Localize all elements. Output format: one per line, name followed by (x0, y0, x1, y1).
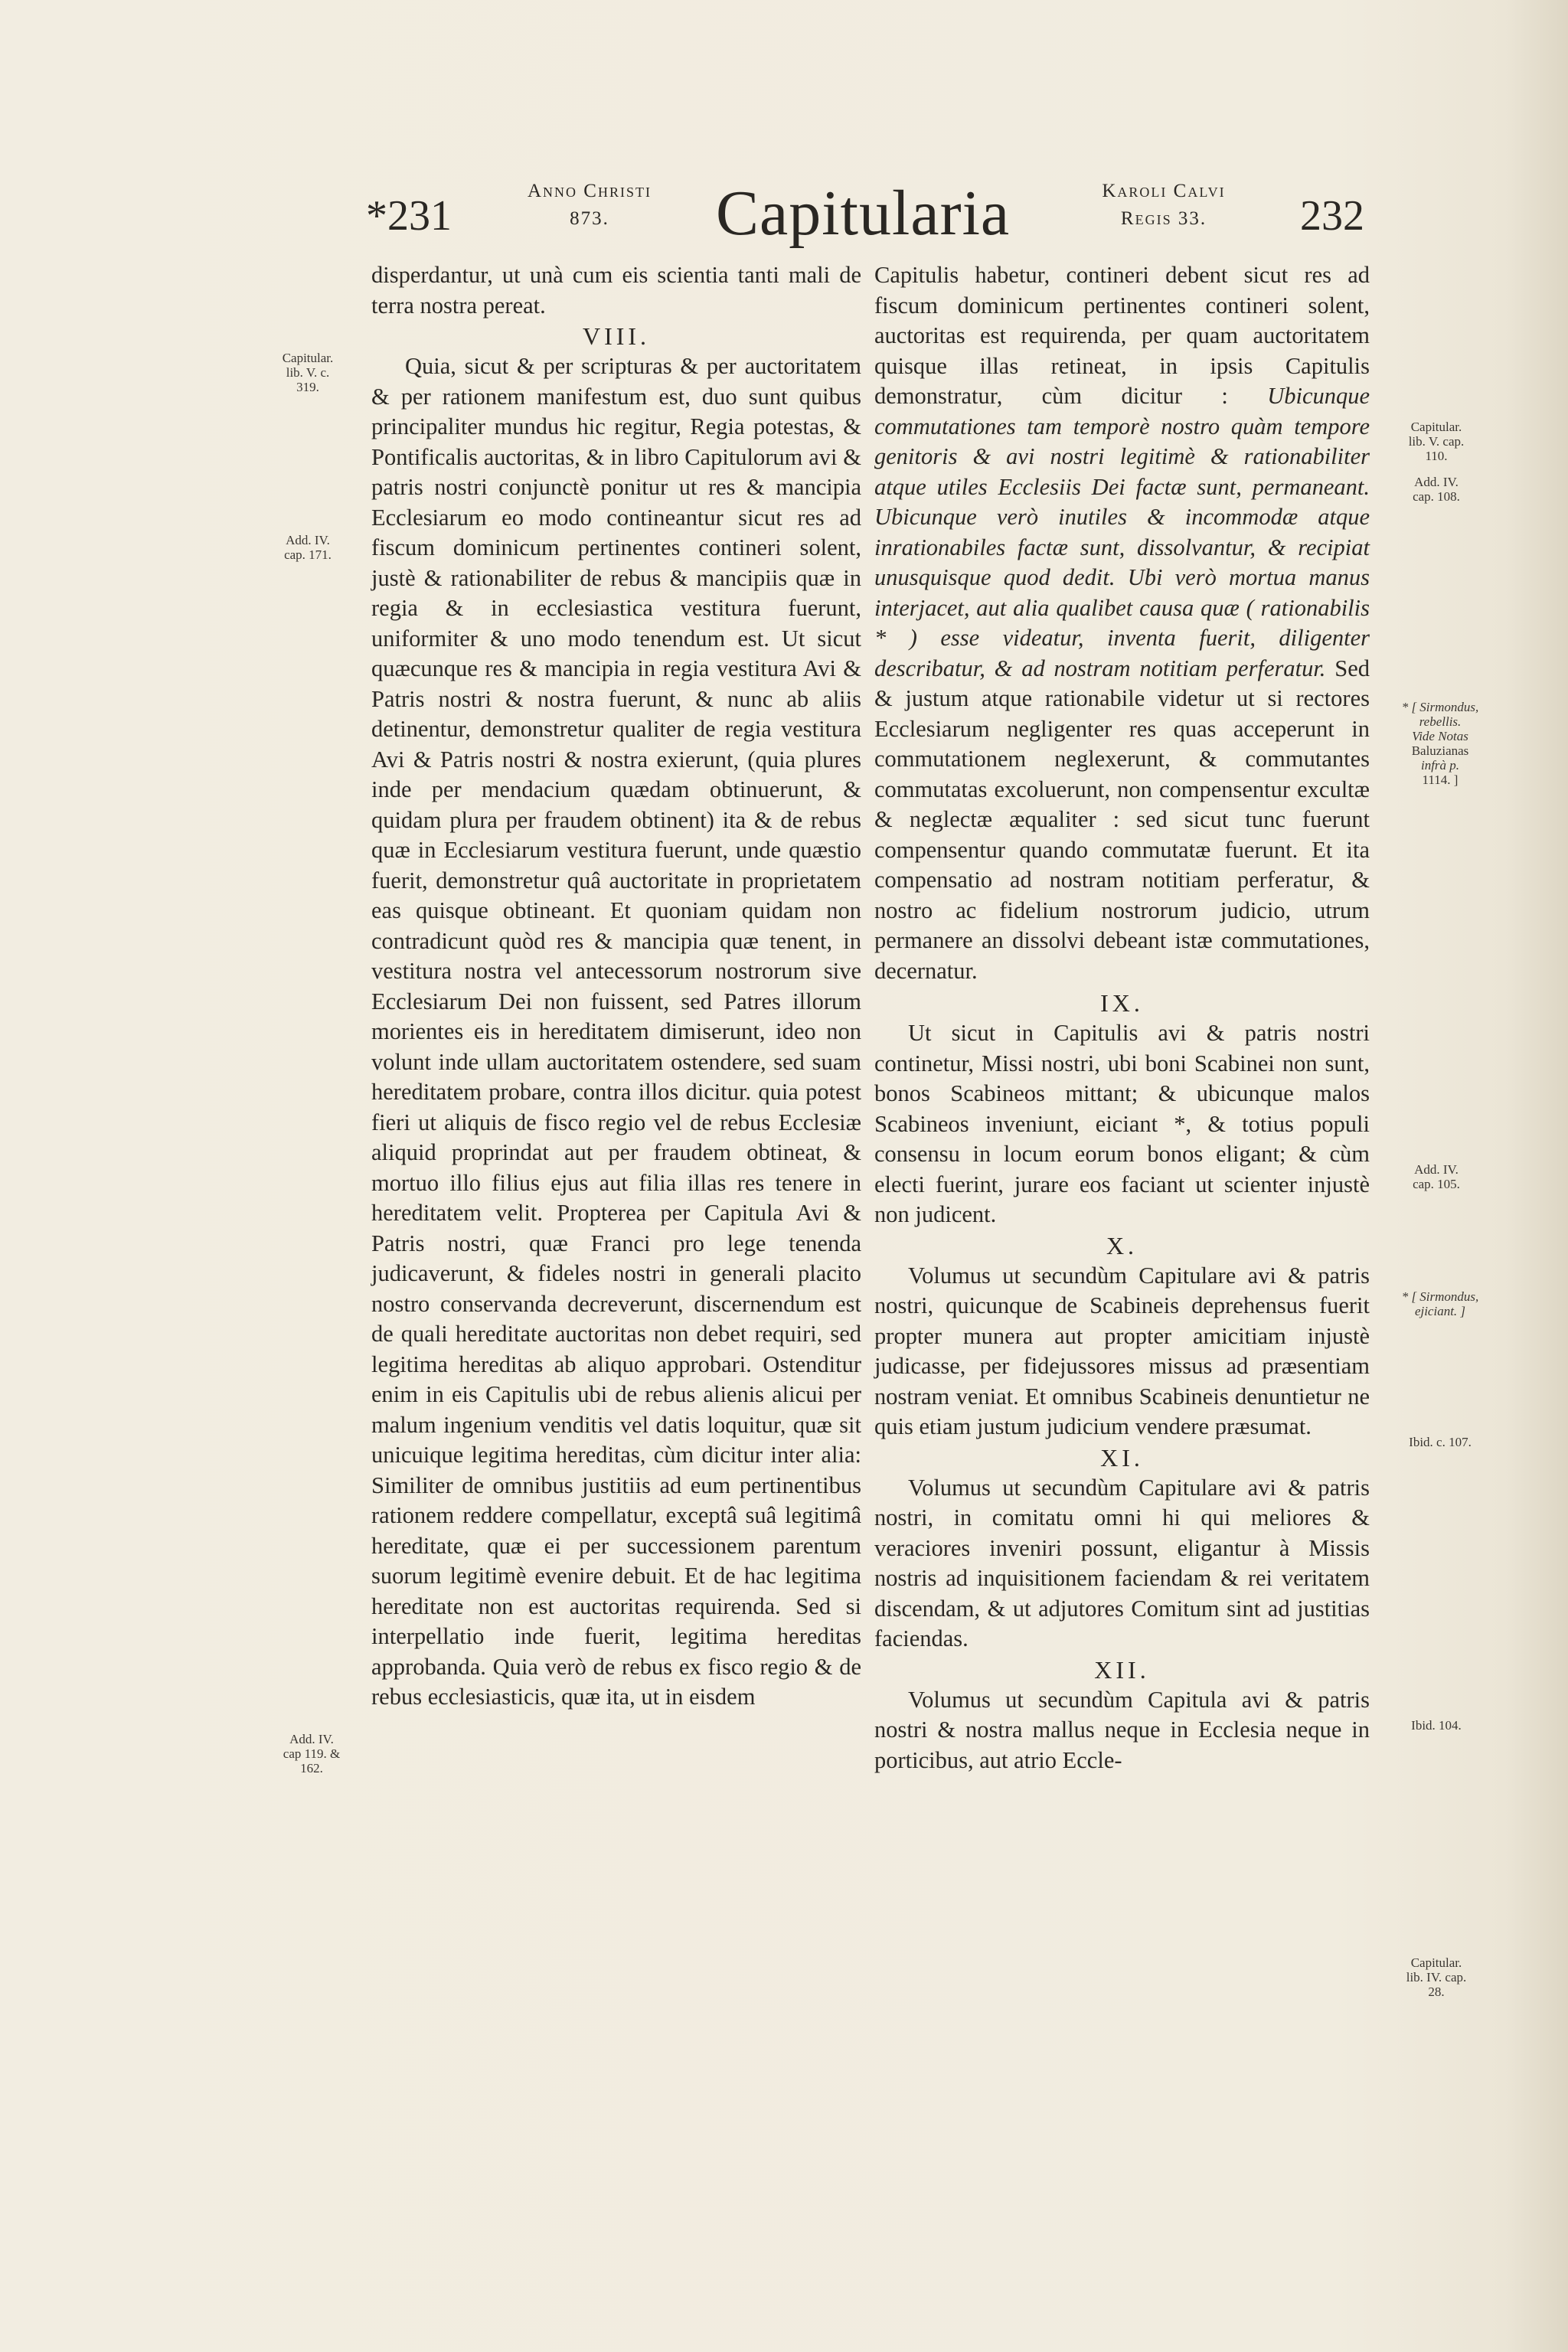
margin-note-text: lib. IV. cap. (1406, 1970, 1467, 1984)
margin-note-text: 110. (1425, 449, 1448, 463)
margin-note-text: infrà p. (1420, 758, 1460, 773)
paragraph-xii: Volumus ut secundùm Capitula avi & patris nostri & nostra mallus neque in Ecclesia neque in porticibus, aut atrio Eccle- (874, 1686, 1370, 1773)
continuation-text-b: Sed & justum atque rationabile videtur ut si rectores Ecclesiarum negligenter res quas acceperunt in commutationem neglexerunt, & commutantes commutatas excoluerunt, non compensentur excultæ & neglectæ æqualiter : sed sicut tunc fuerunt compensentur quando commutatæ fuerunt. Et ita compensatio ad nostram notitiam perferatur, & nostro ac fidelium nostrorum judicio, utrum permanere an dissolvi debeant istæ commutationes, decernatur. (874, 655, 1370, 984)
margin-note-left-2 (254, 533, 361, 562)
margin-note-text: lib. V. cap. (1408, 434, 1465, 449)
margin-note-text: Capitular. (1410, 1955, 1462, 1970)
paragraph-continuation (874, 260, 1370, 986)
margin-note-text: * [ Sirmondus, rebellis. (1401, 700, 1479, 729)
karoli-calvi-label: Karoli Calvi (1102, 181, 1226, 201)
margin-note-text: Capitular. (282, 351, 334, 365)
left-text-column (371, 260, 861, 1713)
regis-heading (1064, 178, 1263, 233)
margin-note-right-1 (1383, 420, 1490, 463)
regis-year: Regis 33. (1120, 208, 1207, 229)
margin-note-text: Capitular. (1410, 420, 1462, 434)
margin-note-right-8 (1383, 1955, 1490, 1999)
margin-note-right-3 (1383, 700, 1498, 787)
margin-note-text: cap. 105. (1413, 1177, 1460, 1191)
margin-note-text: 28. (1428, 1984, 1445, 1999)
margin-note-right-6 (1383, 1435, 1498, 1449)
anno-christi-heading (490, 178, 689, 233)
margin-note-text: Ibid. c. 107. (1409, 1435, 1472, 1449)
margin-note-text: Baluzianas (1411, 743, 1469, 758)
paragraph-x: Volumus ut secundùm Capitulare avi & patris nostri, quicunque de Scabineis deprehensus fuerit propter munera aut propter amicitiam injustè judicasse, per fidejussores missus ad præsentiam nostram veniat. Et omnibus Scabineis denuntietur ne quis etiam justum judicium vendere præsumat. (874, 1262, 1370, 1439)
margin-note-text: cap. 171. (284, 547, 332, 562)
margin-note-text: Add. IV. (286, 533, 330, 547)
margin-note-text: 1114. ] (1422, 773, 1459, 787)
margin-note-right-7 (1383, 1718, 1490, 1733)
page-number-right: 232 (1300, 192, 1364, 240)
paragraph-ix: Ut sicut in Capitulis avi & patris nostri continetur, Missi nostri, ubi boni Scabinei non sunt, bonos Scabineos mittant; & ubicunque malos Scabineos inveniunt, eiciant *, & totius populi consensu in locum eorum bonos eligant; & cùm electi fuerint, jurare eos faciant ut scienter injustè non judicent. (874, 1020, 1370, 1227)
continuation-text-a: Capitulis habetur, contineri debent sicut res ad fiscum dominicum pertinentes contineri solent, auctoritas est requirenda, per quam auctoritatem quisque illas retineat, in ipsis Capitulis demonstratur, cùm dicitur : (874, 262, 1370, 409)
margin-note-text: 162. (300, 1761, 323, 1775)
anno-christi-label: Anno Christi (528, 181, 652, 201)
anno-christi-year: 873. (570, 208, 609, 229)
margin-note-right-2 (1383, 475, 1490, 504)
margin-note-text: cap 119. & (283, 1746, 341, 1761)
section-number-viii: VIII. (582, 322, 651, 350)
margin-note-left-1 (254, 351, 361, 394)
paragraph-viii: Quia, sicut & per scripturas & per auctoritatem & per rationem manifestum est, duo sunt quibus principaliter mundus hic regitur, Regia potestas, & Pontificalis auctoritas, & in libro Capitulorum avi & patris nostri conjunctè ponitur ut res & mancipia Ecclesiarum eo modo contineantur sicut res ad fiscum dominicum pertinentes contineri solent, justè & rationabiliter de rebus & mancipiis quæ in regia & in ecclesiastica vestitura fuerunt, uniformiter & uno modo tenendum est. Ut sicut quæcunque res & mancipia in regia vestitura Avi & Patris nostri & nostra fuerunt, & nunc ab aliis detinentur, demonstretur qualiter de regia vestitura Avi & Patris nostri & nostra exierunt, (quia plures inde per mendacium quædam obtinuerunt, & quidam plura per fraudem obtinent) ita & de rebus quæ in Ecclesiarum vestitura fuerunt, unde quæstio fuerit, demonstretur quâ auctoritate in proprietatem eas quisque obtineant. Et quoniam quidam non contradicunt quòd res & mancipia quæ tenent, in vestitura nostra vel antecessorum nostrorum sive Ecclesiarum Dei non fuissent, sed Patres illorum morientes eis in hereditatem dimiserunt, ideo non volunt inde ullam auctoritatem ostendere, sed suam hereditatem probare, contra illos dicitur. quia potest fieri ut aliquis de fisco regio vel de rebus Ecclesiæ aliquid proprindat aut per fraudem obtineat, & mortuo illo filius ejus aut filia illas res tenere in hereditatem velit. Propterea per Capitula Avi & Patris nostri, quæ Franci pro lege tenenda judicaverunt, & fideles nostri in generali placito nostro conservanda decreverunt, discernendum est de quali hereditate auctoritas non debet requiri, sed legitima hereditas ab aliquo approbari. Ostenditur enim in eis Capitulis ubi de rebus alienis alicui per malum ingenium venditis vel datis loquitur, quæ sit unicuique legitima hereditas, cùm dicitur inter alia: Similiter de omnibus justitiis ad eum pertinentibus rationem reddere compellatur, exceptâ suâ legitimâ hereditate, quæ ei per successionem parentum suorum legitimè evenire debuit. Et de hac legitima hereditate non est auctoritas requirenda. Sed si interpellatio inde fuerit, legitima hereditas approbanda. Quia verò de rebus ex fisco regio & de rebus ecclesiasticis, quæ ita, ut in eisdem (371, 353, 861, 1710)
margin-note-text: Ibid. 104. (1411, 1718, 1462, 1733)
section-number-x: X. (1106, 1231, 1138, 1259)
section-number-xi: XI. (1100, 1443, 1144, 1472)
quoted-capitulary-italic: Ubicunque commutationes tam temporè nostro quàm tempore genitoris & avi nostri legitimè & rationabiliter atque utiles Ecclesiis Dei factæ sunt, permaneant. Ubicunque verò inutiles & incommodæ atque inrationabiles factæ sunt, dissolvantur, & recipiat unusquisque quod dedit. Ubi verò mortua manus interjacet, aut alia qualibet causa quæ ( rationabilis * ) esse videatur, inventa fuerit, diligenter describatur, & ad nostram notitiam perferatur. (874, 383, 1370, 681)
margin-note-text: Vide Notas (1412, 729, 1468, 743)
page-number-left: *231 (366, 192, 452, 240)
margin-note-text: 319. (296, 380, 319, 394)
paragraph-intro: disperdantur, ut unà cum eis scientia tanti mali de terra nostra pereat. (371, 262, 861, 318)
section-number-ix: IX. (1100, 989, 1144, 1017)
margin-note-text: Add. IV. (1414, 475, 1459, 489)
margin-note-right-5 (1383, 1289, 1498, 1318)
margin-note-text: cap. 108. (1413, 489, 1460, 504)
section-number-xii: XII. (1094, 1655, 1150, 1684)
margin-note-left-3 (254, 1732, 369, 1775)
margin-note-text: Add. IV. (1414, 1162, 1459, 1177)
page-title: Capitularia (716, 178, 1011, 249)
margin-note-text: lib. V. c. (286, 365, 330, 380)
right-text-column (874, 260, 1370, 1775)
margin-note-text: Add. IV. (289, 1732, 334, 1746)
margin-note-text: * [ Sirmondus, ejiciant. ] (1401, 1289, 1479, 1318)
paragraph-xi: Volumus ut secundùm Capitulare avi & patris nostri, in comitatu omni hi qui meliores & veraciores inveniri possunt, eligantur à Missis nostris ad inquisitionem faciendam & rei veritatem discendam, & ut adjutores Comitum sint ad justitias faciendas. (874, 1474, 1370, 1651)
margin-note-right-4 (1383, 1162, 1490, 1191)
